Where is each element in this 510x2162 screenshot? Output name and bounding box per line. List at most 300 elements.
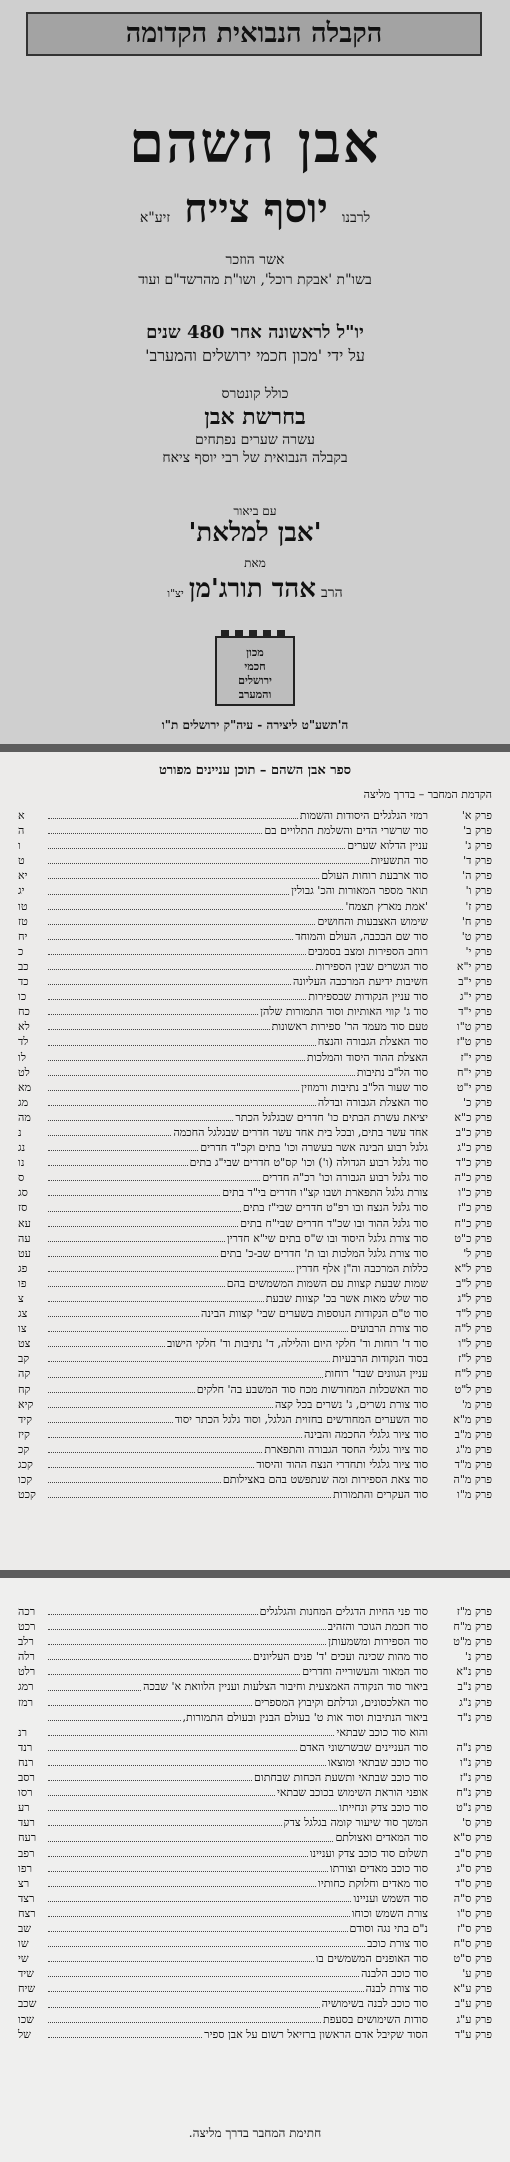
leader-dots [48,1336,165,1347]
chapter-number: פרק נ"ח [456,1786,492,1800]
leader-dots [48,1200,241,1211]
chapter-title: סוד צורת גלגל היסוד ובו ש"ס בתים שי"א חדרין [226,1231,428,1245]
chapter-number: פרק א' [461,809,492,822]
page-number: שו [18,1937,29,1951]
chapter-number: פרק ס"ג [456,1861,492,1875]
toc-row [18,1200,492,1215]
leader-dots [48,1351,330,1362]
chapter-title: סוד כוכב הלבנה [361,1967,428,1981]
leader-dots [48,914,315,925]
page-number: מא [18,1080,32,1094]
chapter-title: טעם סוד מעמד הר' ספירות ראשונות [271,1020,428,1034]
page-number: סג [18,1186,28,1200]
leader-dots [48,1740,297,1751]
toc-row [18,1034,492,1049]
toc-row [18,1110,492,1125]
page-number: של [18,2027,31,2041]
toc-row [18,1306,492,1321]
chapter-number: פרק י"א [456,959,492,973]
leader-dots [48,1065,355,1076]
chapter-number: פרק ד' [463,854,492,868]
leader-dots [48,1276,225,1287]
chapter-number: פרק כ"ו [458,1186,492,1200]
toc-row [18,989,492,1004]
chapter-number: פרק ל"א [454,1261,492,1275]
page-number: רלט [18,1665,36,1679]
page-number: צט [18,1337,31,1351]
chapter-number: פרק ט' [461,929,492,943]
chapter-title: סוד ציור גלגלי החכמה והבינה [304,1427,428,1441]
toc-row [18,1906,492,1921]
chapter-title: כללות המרכבה וה"ן אלף חדרין [296,1261,428,1275]
page-number: שכו [18,2012,34,2026]
leader-dots [48,1366,323,1377]
chapter-title: בסוד הנקודות הרבעיות [332,1352,428,1366]
chapter-title: סוד התשעיות [370,854,428,868]
toc-row [18,1966,492,1981]
leader-dots [48,1185,220,1196]
chapter-number: פרק מ"ו [457,1488,492,1502]
chapter-number: פרק ל"ג [457,1292,492,1305]
logo-text-line-3: ירושלים [238,674,272,687]
leader-dots [48,1785,275,1796]
chapter-title: סוד גלגל הנצח ובו רפ"ט חדרים שבי"ז בתים [242,1201,428,1215]
page-number: קכט [18,1488,36,1502]
chapter-title: אחד עשר בתים, ובכל בית אחד עשר חדרים שבגלגל החכמה [173,1125,428,1139]
toc-row [18,1785,492,1800]
chapter-title: סוד הל"ב נתיבות [356,1065,428,1079]
toc-header: ספר אבן השהם – תוכן עניינים מפורט [158,763,352,778]
page-number: קב [18,1352,30,1366]
includes-label: כולל קונטרס [221,386,289,402]
chapter-number: פרק מ"ד [454,1458,492,1472]
chapter-number: פרק ל"ב [455,1276,492,1290]
chapter-number: פרק ס"ז [457,1921,492,1935]
leader-dots [48,1981,364,1992]
leader-dots [48,1125,171,1136]
published-line-2: על ידי 'מכון חכמי ירושלים והמערב' [145,346,365,365]
page-number: רלה [18,1650,35,1664]
page-number: רעד [18,1816,35,1830]
page-number: ט [18,854,25,868]
by-label: מאת [244,556,266,570]
page-number: נג [18,1141,26,1155]
chapter-number: פרק מ"ה [453,1473,492,1487]
chapter-title: ביאור סוד הנקודה האמצעית וחיבור הצלעות ועניין הלוואת א' שבכה [143,1680,428,1694]
page-number: צו [18,1322,27,1336]
leader-dots [48,1936,365,1947]
leader-dots [48,1649,251,1660]
page-number: לו [18,1050,26,1064]
chapter-number: פרק ס"ו [457,1906,492,1920]
toc-row [18,1815,492,1830]
toc-row [18,1695,492,1710]
chapter-number: פרק ג' [464,839,492,853]
logo-battlements [221,630,289,638]
chapter-number: פרק י"ג [459,990,492,1004]
chapter-number: פרק ס"ט [453,1952,492,1966]
leader-dots [48,1412,173,1423]
book-title: אבן השהם [129,110,381,176]
page-number: טז [18,914,28,928]
leader-dots [48,1080,299,1091]
chapter-number: פרק נ"ב [457,1680,492,1694]
toc-row [18,1619,492,1634]
leader-dots [48,1846,308,1857]
toc-row [18,868,492,883]
leader-dots [48,1966,359,1977]
chapter-title: תואר מספר המאורות והכ' גבולין [291,884,428,898]
toc-row [18,1412,492,1427]
leader-dots [48,1815,282,1826]
chapter-number: פרק כ"ב [455,1125,492,1139]
page-number: טו [18,899,28,913]
chapter-title: סוד צורת כוכב [367,1937,428,1951]
chapter-title: סוד צורת לבנה [365,1982,428,1996]
page-number: כח [18,1005,30,1019]
page-number: רע [18,1801,30,1815]
page-number: יח [18,929,28,943]
page-number: פג [18,1261,28,1275]
chapter-title: סוד שעור הל"ב נתיבות ורמוזין [301,1080,428,1094]
chapter-number: פרק מ"ז [456,1605,492,1618]
chapter-title: סוד ציור גלגלי החסד הגבורה והתפארת [264,1442,428,1456]
chapter-number: פרק י"ח [456,1065,492,1079]
toc-page-1 [0,752,510,1570]
leader-dots [48,1216,238,1227]
toc-row [18,2012,492,2027]
page-number: רמז [18,1695,33,1709]
leader-dots [48,929,293,940]
chapter-number: פרק נ"ז [459,1771,492,1785]
toc-row [18,1710,492,1725]
leader-dots [48,838,345,849]
toc-row [18,1755,492,1770]
chapter-number: פרק ע"ב [454,1997,492,2011]
page-number: שיד [18,1967,34,1981]
page-number: רעח [18,1831,37,1845]
toc-row [18,1397,492,1412]
chapter-title: סוד שרשרי הדים והשלמת התלויים בם [264,824,428,838]
toc-row [18,1921,492,1936]
leader-dots [48,1004,258,1015]
toc-row [18,914,492,929]
leader-dots [48,1695,252,1706]
cover-page [0,0,510,752]
page-number: שיח [18,1982,36,1996]
page-number: קה [18,1367,31,1381]
chapter-title: סודות השימושים בסעפת [322,2012,428,2026]
toc-row [18,1155,492,1170]
page-number: קח [18,1382,31,1396]
page-number: נו [18,1156,25,1170]
page-number: שב [18,1921,32,1935]
kuntres-subtitle-2: בקבלה הנבואית של רבי יוסף ציאח [162,450,348,466]
page-number: רכה [18,1605,36,1618]
chapter-number: פרק ל"ח [454,1367,492,1381]
toc-row [18,1487,492,1502]
chapter-title: סוד ט"ם הנקודות הנוספות בשערים שבי' קצוות הבינה [201,1307,428,1321]
toc-row [18,1291,492,1306]
page-number: קיז [18,1427,30,1441]
chapter-title: יציאת עשרת הבתים כו' חדרים שבגלגל הכתר [235,1110,428,1124]
chapter-number: פרק מ' [461,1397,492,1411]
kuntres-title: בחרשת אבן [204,404,306,430]
page-number: רנ [18,1725,27,1739]
toc-row [18,1366,492,1381]
leader-dots [48,1891,351,1902]
chapter-number: פרק כ"ה [454,1171,492,1185]
publisher-logo [215,636,295,706]
chapter-number: פרק נ"ג [459,1695,492,1709]
chapter-number: פרק ל"ד [455,1307,492,1321]
toc-row [18,1936,492,1951]
author-suffix: זיע"א [139,210,171,226]
toc-row [18,1170,492,1185]
leader-dots [48,853,369,864]
leader-dots [48,1619,326,1630]
chapter-title: סוד כוכב מאדים וצורתו [329,1861,428,1875]
toc-row [18,823,492,838]
toc-row [18,1649,492,1664]
toc-row [18,1996,492,2011]
page-number: מג [18,1095,29,1109]
chapter-title: סוד העניינים שבשרשוני האדם [299,1740,428,1754]
toc-row [18,1891,492,1906]
chapter-title: סוד כוכב שבתאי ומוצאו [327,1755,428,1769]
toc-row [18,1442,492,1457]
chapter-number: פרק ל"ז [458,1352,492,1366]
toc-list-2 [0,1604,510,2042]
toc-row [18,1185,492,1200]
page-number [18,1710,46,1725]
toc-row [18,1876,492,1891]
chapter-title: צורת השמש וכוחו [351,1906,428,1920]
toc-row [18,944,492,959]
leader-dots [48,1442,262,1453]
chapter-title: סוד צאת הספירות ומה שנתפשט בהם באצילותם [222,1473,428,1487]
page-number: לד [18,1035,29,1049]
rabbi-suffix: יצ"ו [167,587,184,600]
chapter-title: סוד השמש ועניינו [353,1891,428,1905]
chapter-title: סוד גלגל ההוד ובו שכ"ד חדרים שבי"ח בתים [240,1216,428,1230]
toc-row [18,1679,492,1694]
chapter-number: פרק ל' [463,1246,492,1260]
toc-row [18,1604,492,1619]
page-number: רפו [18,1861,32,1875]
leader-dots [48,1725,334,1736]
toc-row [18,1351,492,1366]
toc-row [18,1231,492,1246]
chapter-number: פרק נ' [464,1650,492,1664]
chapter-number: פרק כ"ד [455,1156,492,1170]
toc-row [18,1095,492,1110]
toc-row [18,1080,492,1095]
chapter-number: פרק ו' [465,884,492,898]
leader-dots [48,1306,199,1317]
leader-dots [48,1664,300,1675]
toc-row [18,1261,492,1276]
mentioned-in: אשר הוזכר [225,252,285,268]
chapter-number: פרק נ"ט [456,1801,492,1815]
page-number: ו [18,839,21,853]
toc-row [18,1725,492,1740]
page-number: רמג [18,1680,34,1694]
page-number: סז [18,1201,28,1215]
page-number: שכב [18,1997,37,2011]
toc-row [18,1981,492,1996]
toc-row [18,1457,492,1472]
leader-dots [48,1634,326,1645]
chapter-title: סוד הספירות ומשמעותן [328,1635,428,1649]
chapter-title: סוד צורת נשרים, ג' נשרים בכל קצה [274,1397,428,1411]
author-name: יוסף צייח [184,185,328,232]
author-prefix: לרבנו [341,210,371,226]
page-number: רכט [18,1620,36,1634]
chapter-title: סוד צורת גלגל המלכות ובו ת' חדרים שב-כ' בתים [219,1246,428,1260]
chapter-number: פרק כ"ח [454,1216,492,1230]
page-number: קכג [18,1458,33,1472]
chapter-title: סוד שלש מאות אשר בכ' קצוות שבעת [265,1292,428,1305]
chapter-number [428,1725,492,1740]
toc-row [18,1019,492,1034]
toc-row [18,1276,492,1291]
chapter-title: שמות שבעת קצוות עם השמות המשמשים בהם [226,1276,428,1290]
page-number: לט [18,1065,30,1079]
leader-dots [48,1906,350,1917]
chapter-title: סוד העקרים והתמורות [332,1488,428,1502]
kuntres-subtitle-1: עשרה שערים נפתחים [195,432,315,448]
sources-line: בשו"ת 'אבקת רוכל', ושו"ת מהרשד"ם ועוד [138,272,372,288]
leader-dots [48,1140,198,1151]
chapter-number: פרק ט"ז [456,1035,492,1049]
leader-dots [48,1110,233,1121]
page-number: עא [18,1216,31,1230]
chapter-title: סוד שם הבכבה, העולם והמוחד [295,929,428,943]
page-number: כו [18,990,27,1004]
leader-dots [48,883,289,894]
chapter-number: פרק ע"ג [456,2012,492,2026]
chapter-title: והוא סוד כוכב שבתאי [336,1725,428,1739]
chapter-title: שימוש האצבעות והחושים [317,914,428,928]
leader-dots [48,1034,316,1045]
page-number: קכ [18,1442,30,1456]
leader-dots [48,1604,258,1615]
chapter-title: סוד האלכסונים, וגדלתם וקיבוץ המספרים [254,1695,428,1709]
toc-row [18,1861,492,1876]
page-number: פו [18,1276,27,1290]
leader-dots [48,2012,321,2023]
rabbi-line [0,574,510,604]
logo-text-line-1: מכון [246,646,264,659]
chapter-title: סוד מהות שכינה ועכים 'ד' פנים העליונים [253,1650,428,1664]
chapter-title: חשיבות ידיעת המרכבה העליונה [292,975,428,989]
toc-row [18,808,492,823]
page-number: רצד [18,1891,35,1905]
chapter-number: פרק מ"ב [454,1427,492,1441]
page-number: עה [18,1231,31,1245]
page-number: צ [18,1292,24,1305]
toc-row [18,1246,492,1261]
toc-row [18,899,492,914]
chapter-number: פרק י' [465,944,492,958]
toc-row [18,1382,492,1397]
leader-dots [48,1427,302,1438]
chapter-title: תשלום סוד כוכב צדק ועניינו [309,1846,428,1860]
leader-dots [48,1876,316,1887]
imprint-line: ה'תשע"ט ליצירה - עיה"ק ירושלים ת"ו [161,718,349,732]
toc-row [18,1050,492,1065]
page-number: עט [18,1246,31,1260]
chapter-number: פרק מ"ט [453,1635,492,1649]
page-number: רלב [18,1635,34,1649]
chapter-number: פרק ס"ד [454,1876,492,1890]
leader-dots [48,974,291,985]
chapter-number: פרק ס"א [453,1831,492,1845]
chapter-number: פרק י"ט [456,1080,492,1094]
chapter-title: סוד ארבעת רוחות העולם [321,869,428,883]
chapter-title: סוד האשכלות המחודשות מכח סוד המשבע בה' חלקים [196,1382,428,1396]
logo-text-line-2: חכמי [244,660,266,673]
chapter-title: רוחב הספירות ומצב בסמבים [307,944,428,958]
leader-dots [48,1921,348,1932]
chapter-title: נ"ם בתי נגה וסודם [349,1921,428,1935]
chapter-number: פרק ל"ה [454,1322,492,1336]
chapter-title: סוד כוכב שבתאי ותשעת הכחות שבחתום [254,1771,428,1785]
toc-row [18,1664,492,1679]
toc-row [18,959,492,974]
leader-dots [48,1231,225,1242]
toc-row [18,929,492,944]
page-number: כ [18,944,24,958]
page-number: כד [18,975,29,989]
leader-dots [48,1321,348,1332]
chapter-number: פרק י"ד [458,1005,492,1019]
chapter-title: סוד ד' רוחות וד' חלקי היום והלילה, ד' נתיבות וד' חלקי הישוב [167,1337,428,1351]
leader-dots [48,1770,252,1781]
chapter-number: פרק מ"א [453,1412,492,1426]
leader-dots [48,823,262,834]
leader-dots [48,1291,264,1302]
page-number: שי [18,1952,29,1966]
toc-row [18,1800,492,1815]
toc-row [18,1004,492,1019]
commentary-title: 'אבן למלאת' [188,518,322,548]
chapter-title: צורת גלגל התפארת ושבו קצ"ו חדרים בי"ד בתים [222,1186,428,1200]
toc-footer: חתימת המחבר בדרך מליצה. [188,2126,322,2140]
chapter-title: סוד חכמת הגוכר והזהיב [327,1620,428,1634]
chapter-number: פרק ז' [465,899,492,913]
page-separator [0,1570,510,1578]
with-commentary: עם ביאור [233,504,277,518]
page-number: רצ [18,1876,30,1890]
chapter-title: סוד הגשרים שבין הספירות [315,959,428,973]
toc-row [18,974,492,989]
chapter-title: האצלת ההוד היסוד והמלכות [306,1050,428,1064]
leader-dots [48,1487,331,1498]
chapter-number: פרק ט"ו [456,1020,492,1034]
leader-dots [48,1800,337,1811]
leader-dots [48,989,306,1000]
chapter-title: גלגל רבוע הבינה אשר בעשרה וכו' בתים וקכ"ד חדרים [200,1141,428,1155]
leader-dots [48,808,298,819]
chapter-title: סוד השערים המחודשים בחזוית הגלגל, וסוד גלגל הכתר יסוד [174,1412,428,1426]
toc-row [18,1336,492,1351]
page-number: לא [18,1020,30,1034]
leader-dots [48,1755,326,1766]
leader-dots [48,1170,260,1181]
toc-row [18,1472,492,1487]
